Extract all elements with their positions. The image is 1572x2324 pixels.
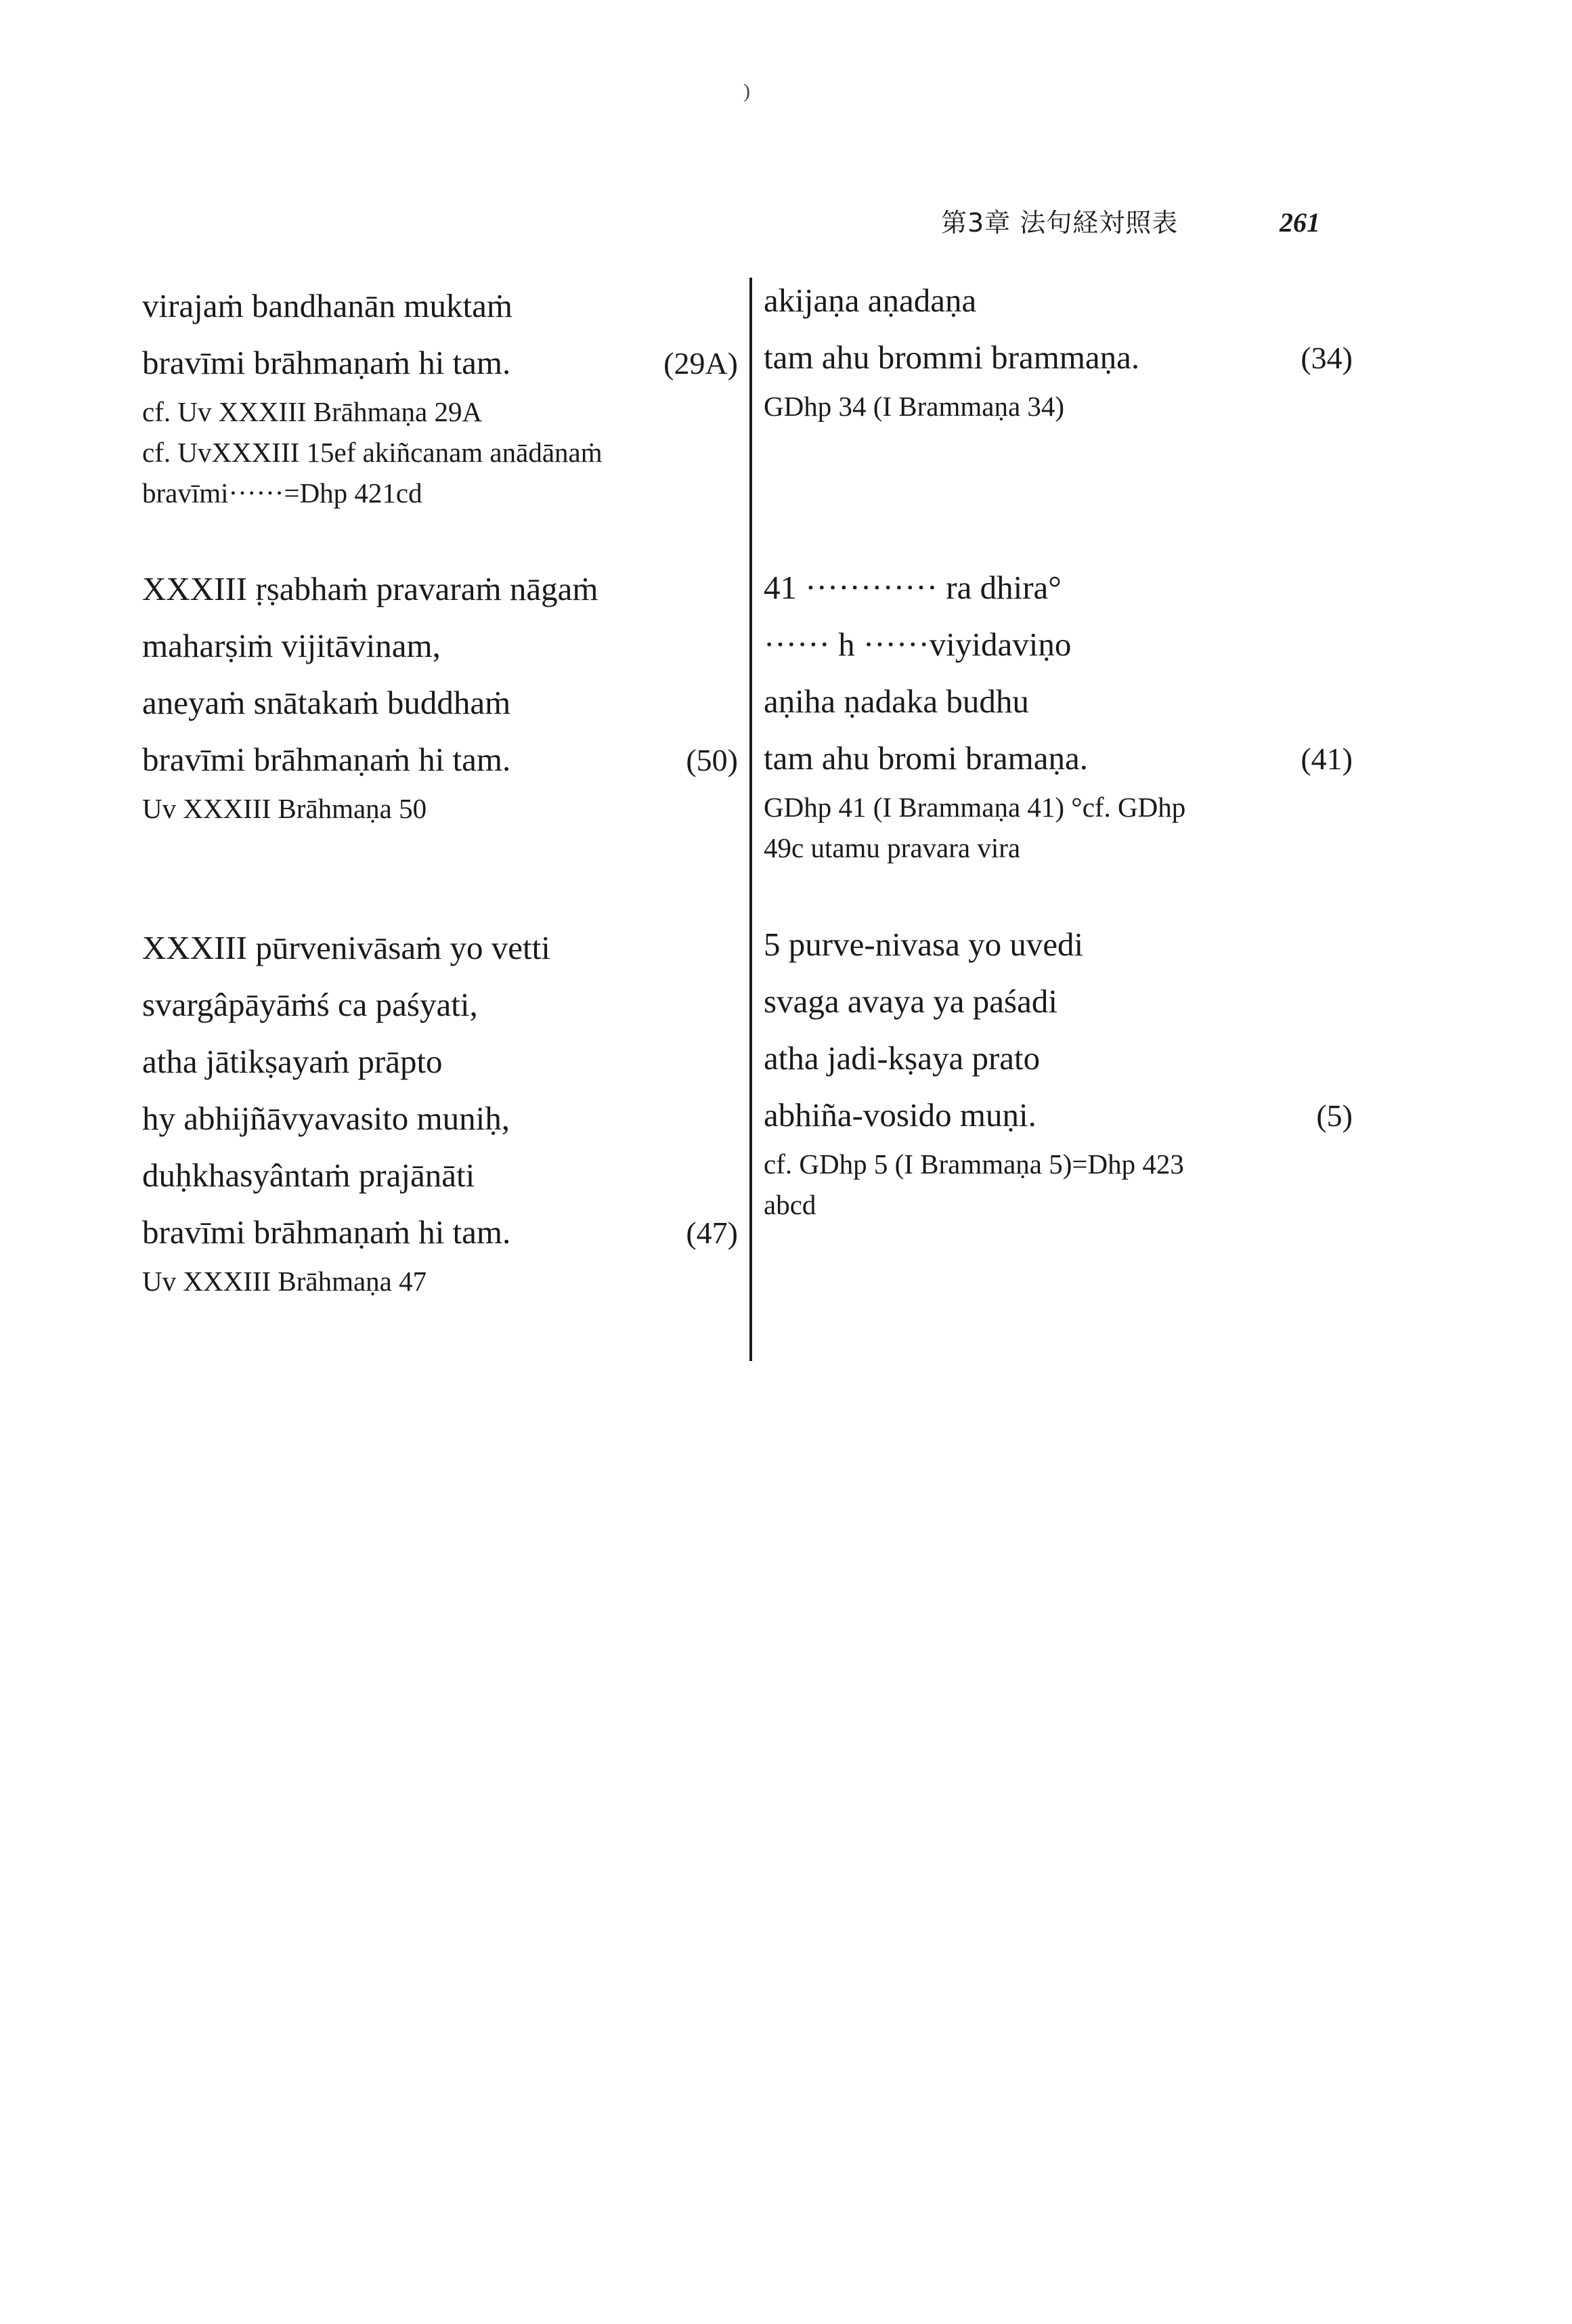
verse-text: 41 ············ ra dhira° bbox=[764, 569, 1062, 606]
verse-block bbox=[764, 559, 1353, 868]
verse-block bbox=[764, 916, 1353, 1225]
verse-line bbox=[764, 730, 1353, 787]
verse-text: ······ h ······viyidaviṇo bbox=[764, 626, 1072, 663]
reference-note: GDhp 34 (I Brammaṇa 34) bbox=[764, 391, 1065, 422]
verse-line bbox=[764, 329, 1353, 386]
verse-text: tam ahu bromi bramaṇa. bbox=[764, 739, 1088, 777]
verse-text: virajaṁ bandhanān muktaṁ bbox=[142, 287, 512, 324]
verse-line bbox=[764, 616, 1353, 673]
verse-line bbox=[142, 561, 738, 618]
page-number: 261 bbox=[1280, 207, 1320, 238]
verse-line bbox=[764, 973, 1353, 1030]
verse-text: bravīmi brāhmaṇaṁ hi tam. bbox=[142, 1213, 511, 1251]
verse-text: svaga avaya ya paśadi bbox=[764, 983, 1057, 1020]
verse-line bbox=[142, 976, 738, 1033]
reference-note: GDhp 41 (I Brammaṇa 41) °cf. GDhp bbox=[764, 792, 1186, 823]
verse-line bbox=[142, 1033, 738, 1090]
verse-line bbox=[142, 618, 738, 674]
reference-note: Uv XXXIII Brāhmaṇa 50 bbox=[142, 793, 427, 824]
verse-line bbox=[142, 278, 738, 335]
verse-number: (41) bbox=[1301, 741, 1353, 776]
verse-text: tam ahu brommi brammaṇa. bbox=[764, 339, 1140, 376]
stray-mark: ) bbox=[743, 80, 750, 102]
verse-line bbox=[142, 674, 738, 731]
reference-note: Uv XXXIII Brāhmaṇa 47 bbox=[142, 1266, 427, 1297]
verse-line bbox=[142, 335, 738, 391]
reference-note: cf. Uv XXXIII Brāhmaṇa 29A bbox=[142, 396, 483, 427]
verse-text: atha jadi-kṣaya prato bbox=[764, 1039, 1041, 1077]
verse-number: (34) bbox=[1301, 341, 1353, 375]
verse-line bbox=[142, 1147, 738, 1204]
verse-number: (29A) bbox=[663, 346, 738, 381]
verse-line bbox=[764, 1087, 1353, 1144]
verse-text: atha jātikṣayaṁ prāpto bbox=[142, 1043, 443, 1080]
verse-text: svargâpāyāṁś ca paśyati, bbox=[142, 986, 478, 1023]
verse-text: akijaṇa aṇadaṇa bbox=[764, 282, 977, 319]
verse-text: bravīmi brāhmaṇaṁ hi tam. bbox=[142, 741, 511, 778]
verse-block bbox=[142, 278, 738, 513]
column-divider bbox=[749, 278, 752, 1361]
reference-note: 49c utamu pravara vira bbox=[764, 832, 1021, 863]
verse-text: aneyaṁ snātakaṁ buddhaṁ bbox=[142, 684, 511, 721]
verse-text: 5 purve-nivasa yo uvedi bbox=[764, 926, 1084, 963]
chapter-title: 第3章 法句経対照表 bbox=[941, 208, 1179, 238]
verse-block bbox=[764, 272, 1353, 427]
reference-note: cf. UvXXXIII 15ef akiñcanam anādānaṁ bbox=[142, 437, 603, 468]
verse-block bbox=[142, 561, 738, 829]
verse-line bbox=[142, 731, 738, 788]
reference-note: cf. GDhp 5 (I Brammaṇa 5)=Dhp 423 bbox=[764, 1148, 1184, 1180]
verse-text: hy abhijñāvyavasito muniḥ, bbox=[142, 1100, 510, 1137]
verse-line bbox=[764, 916, 1353, 973]
verse-line bbox=[142, 1204, 738, 1261]
verse-text: bravīmi brāhmaṇaṁ hi tam. bbox=[142, 344, 511, 381]
verse-number: (47) bbox=[686, 1215, 738, 1250]
verse-line bbox=[764, 272, 1353, 329]
verse-number: (5) bbox=[1316, 1098, 1353, 1133]
verse-line bbox=[764, 559, 1353, 616]
verse-block bbox=[142, 920, 738, 1301]
verse-text: aṇiha ṇadaka budhu bbox=[764, 683, 1029, 720]
verse-text: XXXIII pūrvenivāsaṁ yo vetti bbox=[142, 929, 550, 966]
verse-text: XXXIII ṛṣabhaṁ pravaraṁ nāgaṁ bbox=[142, 570, 598, 607]
reference-note: bravīmi······=Dhp 421cd bbox=[142, 477, 422, 509]
verse-text: duḥkhasyântaṁ prajānāti bbox=[142, 1157, 475, 1194]
verse-number: (50) bbox=[686, 743, 738, 777]
reference-note: abcd bbox=[764, 1189, 816, 1220]
running-header bbox=[941, 202, 1320, 239]
verse-line bbox=[142, 920, 738, 976]
verse-line bbox=[142, 1090, 738, 1147]
verse-line bbox=[764, 1030, 1353, 1087]
verse-text: maharṣiṁ vijitāvinam, bbox=[142, 627, 441, 664]
verse-text: abhiña-vosido muṇi. bbox=[764, 1096, 1036, 1134]
verse-line bbox=[764, 673, 1353, 730]
